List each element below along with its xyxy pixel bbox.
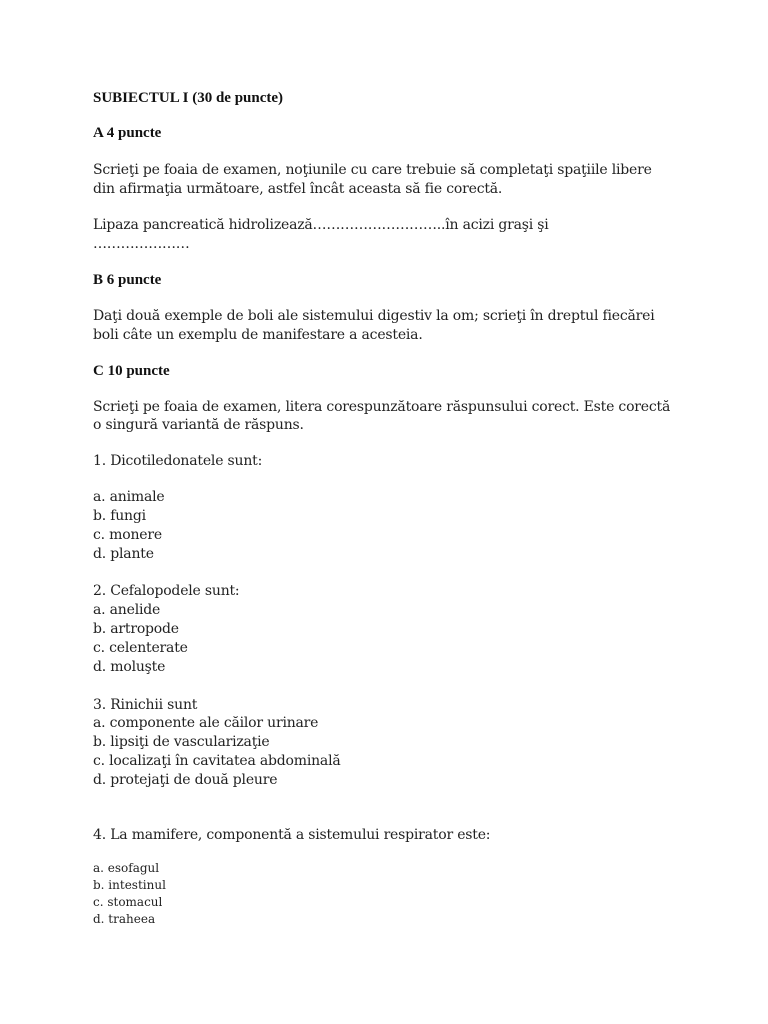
question-1-option-c: c. monere [93, 527, 162, 543]
question-2: 2. Cefalopodele sunt: [93, 583, 240, 599]
question-3-option-d: d. protejaţi de două pleure [93, 772, 278, 788]
section-c-instruction-line1: Scrieţi pe foaia de examen, litera corespunzătoare răspunsului corect. Este corectă [93, 399, 671, 415]
question-1-option-a: a. animale [93, 489, 165, 505]
section-a-statement-line1: Lipaza pancreatică hidrolizează………………………..în acizi graşi şi [93, 217, 549, 233]
question-3-option-c: c. localizaţi în cavitatea abdominală [93, 753, 341, 769]
section-a-instruction-line2: din afirmaţia următoare, astfel încât aceasta să fie corectă. [93, 181, 503, 197]
question-2-option-c: c. celenterate [93, 640, 188, 656]
question-3-option-a: a. componente ale căilor urinare [93, 715, 319, 731]
question-4-option-c: c. stomacul [93, 895, 163, 909]
section-a-statement-line2: ………………… [93, 236, 190, 252]
question-2-option-a: a. anelide [93, 602, 161, 618]
question-3-option-b: b. lipsiţi de vascularizaţie [93, 734, 270, 750]
section-c-heading: C 10 puncte [93, 363, 170, 379]
question-1-option-b: b. fungi [93, 508, 146, 524]
question-3: 3. Rinichii sunt [93, 697, 198, 713]
section-b-heading: B 6 puncte [93, 272, 162, 288]
section-c-instruction-line2: o singură variantă de răspuns. [93, 417, 304, 433]
question-1-option-d: d. plante [93, 546, 154, 562]
section-a-instruction-line1: Scrieţi pe foaia de examen, noţiunile cu care trebuie să completaţi spaţiile libere [93, 162, 652, 178]
section-b-text-line1: Daţi două exemple de boli ale sistemului digestiv la om; scrieţi în dreptul fiecărei [93, 308, 655, 324]
question-4-option-b: b. intestinul [93, 878, 166, 892]
question-1: 1. Dicotiledonatele sunt: [93, 453, 263, 469]
question-4: 4. La mamifere, componentă a sistemului respirator este: [93, 827, 491, 843]
question-2-option-b: b. artropode [93, 621, 179, 637]
section-b-text-line2: boli câte un exemplu de manifestare a acesteia. [93, 327, 423, 343]
section-a-heading: A 4 puncte [93, 125, 162, 141]
page-title: SUBIECTUL I (30 de puncte) [93, 90, 284, 106]
question-2-option-d: d. moluşte [93, 659, 166, 675]
question-4-option-d: d. traheea [93, 912, 156, 926]
question-4-option-a: a. esofagul [93, 861, 160, 875]
